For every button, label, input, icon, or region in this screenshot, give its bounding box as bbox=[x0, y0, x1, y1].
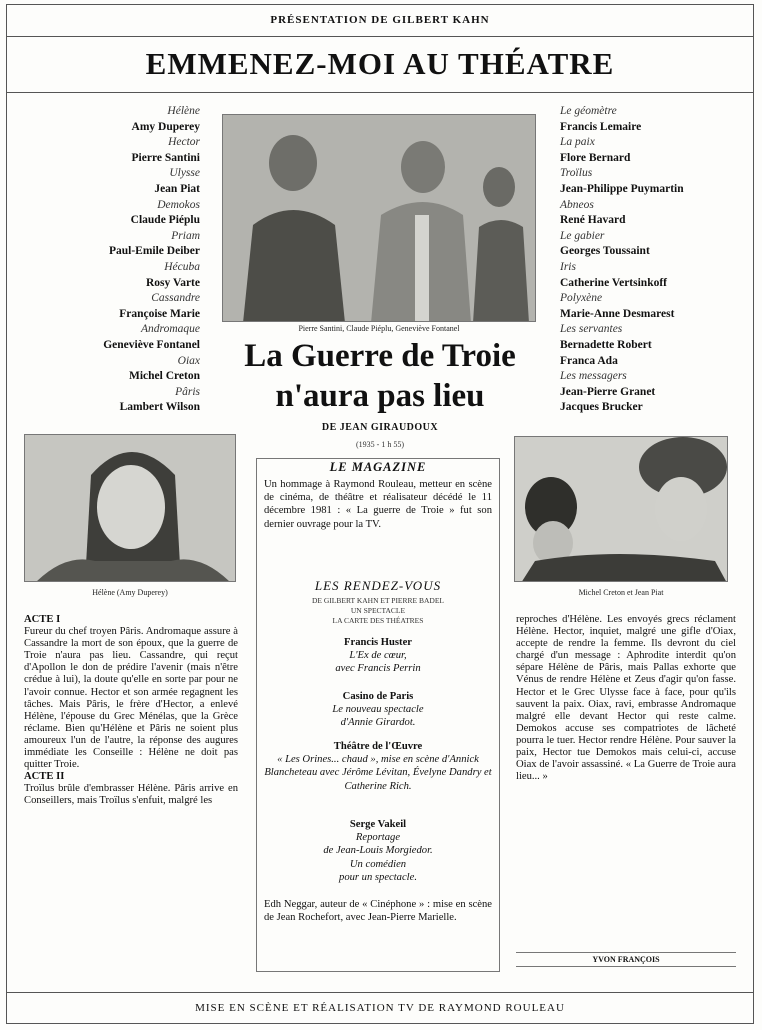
rendezvous-title: LES RENDEZ-VOUS bbox=[314, 578, 442, 593]
play-title bbox=[210, 336, 550, 416]
cast-actor: Michel Creton bbox=[128, 370, 200, 383]
cast-actor: Françoise Marie bbox=[119, 307, 200, 320]
act-text: Fureur du chef troyen Pâris. Andromaque assure à Cassandre la mort de son époux, que la guerre de Troie n'aura pas lieu. Cassandre, qui reçut d'Apollon le don de prédire l'avenir (mais n'être crédue à lui), la doute qu'elle en sorte par pour ne l'avoir connue. Hector et son armée regagnent les tâches. Mais Pâris, le frère d'Hector, a enlevé Hélène, l'épouse du Grec Ménélas, que la Grèce réclame. Bien qu'Hélène et Pâris ne soient plus amoureux l'un de l'autre, la réponse des augures immédiate les Conseille : Hélène ne doit pas quitter Troie. bbox=[24, 626, 238, 771]
synopsis-right-column: reproches d'Hélène. Les envoyés grecs réclament Hélène. Hector, inquiet, malgré une gifle d'Oiax, accepte de rendre la femme. Ils devront du ciel chargé d'un message : Aphrodite interdit qu'on sépare Hélène de Pâris, mais Pallas exhorte que Vénus de rendre Hélène et Zeus d'agir qu'on fasse. Hector et le Grec Ulysse face à face, pour qu'ils sauvent la paix. Oiax, ravi, embrasse Andromaque malgré elle devant Hector qui reste calme. Demokos accuse ses compatriotes de lâcheté pourra le tuer. Hector rendre Hélène. Pour sauver la paix, Hector tue Demokos mais celui-ci, accuse Oiax de l'avoir assassiné. « La Guerre de Troie aura lieu... » bbox=[516, 614, 736, 783]
cast-role: Hector bbox=[168, 136, 200, 149]
bottom-banner: MISE EN SCÈNE ET RÉALISATION TV DE RAYMOND ROULEAU bbox=[6, 992, 754, 1025]
cast-actor: Geneviève Fontanel bbox=[103, 338, 200, 351]
act-heading: ACTE II bbox=[24, 771, 65, 783]
rendezvous-credit: DE GILBERT KAHN ET PIERRE BADEL bbox=[312, 596, 444, 605]
cast-role: Pâris bbox=[175, 385, 200, 398]
cast-actor: René Havard bbox=[560, 214, 626, 227]
cast-actor: Rosy Varte bbox=[146, 276, 200, 289]
cast-list-right bbox=[560, 104, 750, 416]
cast-actor: Pierre Santini bbox=[131, 151, 200, 164]
cast-role: Polyxène bbox=[560, 292, 603, 305]
cast-actor: Francis Lemaire bbox=[560, 120, 642, 133]
cast-actor: Jacques Brucker bbox=[560, 401, 643, 414]
cast-actor: Catherine Vertsinkoff bbox=[560, 276, 668, 289]
left-photo bbox=[24, 434, 236, 582]
venue-line: d'Annie Girardot. bbox=[340, 717, 416, 729]
act-text: Troïlus brûle d'embrasser Hélène. Pâris arrive en Conseillers, mais Troïlus s'enfuit, malgré les bbox=[24, 783, 238, 807]
cast-role: Ulysse bbox=[169, 167, 200, 180]
cast-role: Oiax bbox=[177, 354, 200, 367]
cast-role: Troïlus bbox=[560, 167, 593, 180]
venue-item bbox=[262, 636, 494, 676]
cast-actor: Amy Duperey bbox=[131, 120, 200, 133]
magazine-title: LE MAGAZINE bbox=[329, 460, 427, 474]
venue-item bbox=[262, 690, 494, 730]
play-title-line2: n'aura pas lieu bbox=[275, 378, 485, 414]
act-heading: ACTE I bbox=[24, 614, 61, 625]
venue-name: Serge Vakeil bbox=[349, 819, 407, 830]
top-banner: PRÉSENTATION DE GILBERT KAHN bbox=[6, 4, 754, 37]
cast-list-left bbox=[16, 104, 200, 416]
right-photo-caption: Michel Creton et Jean Piat bbox=[578, 588, 664, 597]
rendezvous-closing: Edh Neggar, auteur de « Cinéphone » : mise en scène de Jean Rochefort, avec Jean-Pierre Marielle. bbox=[264, 899, 492, 924]
cast-actor: Jean Piat bbox=[154, 182, 200, 195]
venue-item bbox=[262, 740, 494, 793]
rendezvous-credit: UN SPECTACLE bbox=[350, 606, 406, 615]
cast-actor: Georges Toussaint bbox=[560, 245, 650, 258]
venue-line: de Jean-Louis Morgiedor. bbox=[323, 845, 433, 857]
cast-role: Les servantes bbox=[560, 323, 623, 336]
venue-name: Francis Huster bbox=[344, 637, 412, 648]
rendezvous-credit: LA CARTE DES THÉATRES bbox=[332, 616, 424, 625]
cast-role: Le géomètre bbox=[560, 105, 617, 117]
venue-name: Casino de Paris bbox=[342, 691, 414, 702]
cast-actor: Franca Ada bbox=[560, 354, 618, 367]
venue-line: avec Francis Perrin bbox=[335, 663, 421, 675]
play-author: DE JEAN GIRAUDOUX bbox=[321, 422, 439, 433]
play-date: (1935 - 1 h 55) bbox=[356, 440, 404, 449]
magazine-text: Un hommage à Raymond Rouleau, metteur en scène de cinéma, de théâtre et réalisateur décédé le 11 décembre 1981 : « La guerre de Troie » fut son dernier ouvrage pour la TV. bbox=[264, 479, 492, 530]
cast-actor: Lambert Wilson bbox=[119, 401, 200, 414]
cast-role: Andromaque bbox=[141, 323, 200, 336]
venue-line: L'Ex de cœur, bbox=[349, 650, 407, 662]
venue-line: « Les Orines... chaud », mise en scène d'Annick Blancheteau avec Jérôme Lévitan, Évelyne Dandry et Catherine Rich. bbox=[264, 754, 492, 792]
cast-role: La paix bbox=[560, 136, 595, 149]
page-title: EMMENEZ-MOI AU THÉATRE bbox=[6, 36, 754, 93]
cast-role: Iris bbox=[560, 260, 576, 273]
cast-role: Demokos bbox=[157, 198, 200, 211]
synopsis-left-column bbox=[24, 614, 238, 808]
cast-actor: Flore Bernard bbox=[560, 151, 631, 164]
play-title-line1: La Guerre de Troie bbox=[244, 338, 516, 374]
cast-actor: Bernadette Robert bbox=[560, 338, 652, 351]
right-photo-image bbox=[515, 437, 728, 582]
cast-role: Cassandre bbox=[151, 292, 200, 305]
cast-actor: Jean-Pierre Granet bbox=[560, 385, 656, 398]
left-photo-image bbox=[25, 435, 236, 582]
author-signature: YVON FRANÇOIS bbox=[516, 952, 736, 967]
cast-actor: Paul-Emile Deiber bbox=[108, 245, 200, 258]
cast-role: Le gabier bbox=[560, 229, 605, 242]
cast-actor: Claude Piéplu bbox=[130, 214, 200, 227]
venue-line: Un comédien bbox=[349, 858, 407, 870]
venue-name: Théâtre de l'Œuvre bbox=[333, 741, 423, 752]
cast-actor: Jean-Philippe Puymartin bbox=[560, 182, 684, 195]
left-photo-caption: Hélène (Amy Duperey) bbox=[92, 588, 168, 597]
main-photo-caption: Pierre Santini, Claude Piéplu, Geneviève Fontanel bbox=[298, 324, 460, 333]
cast-role: Hécuba bbox=[164, 260, 200, 273]
venue-item bbox=[262, 818, 494, 884]
venue-line: pour un spectacle. bbox=[339, 871, 417, 883]
cast-role: Priam bbox=[171, 229, 200, 242]
venue-line: Reportage bbox=[355, 832, 401, 844]
cast-actor: Marie-Anne Desmarest bbox=[560, 307, 675, 320]
cast-role: Hélène bbox=[167, 105, 200, 117]
main-photo-image bbox=[223, 115, 536, 322]
right-photo bbox=[514, 436, 728, 582]
main-photo bbox=[222, 114, 536, 322]
cast-role: Abneos bbox=[560, 198, 594, 211]
cast-role: Les messagers bbox=[560, 370, 627, 383]
venue-line: Le nouveau spectacle bbox=[332, 704, 424, 716]
